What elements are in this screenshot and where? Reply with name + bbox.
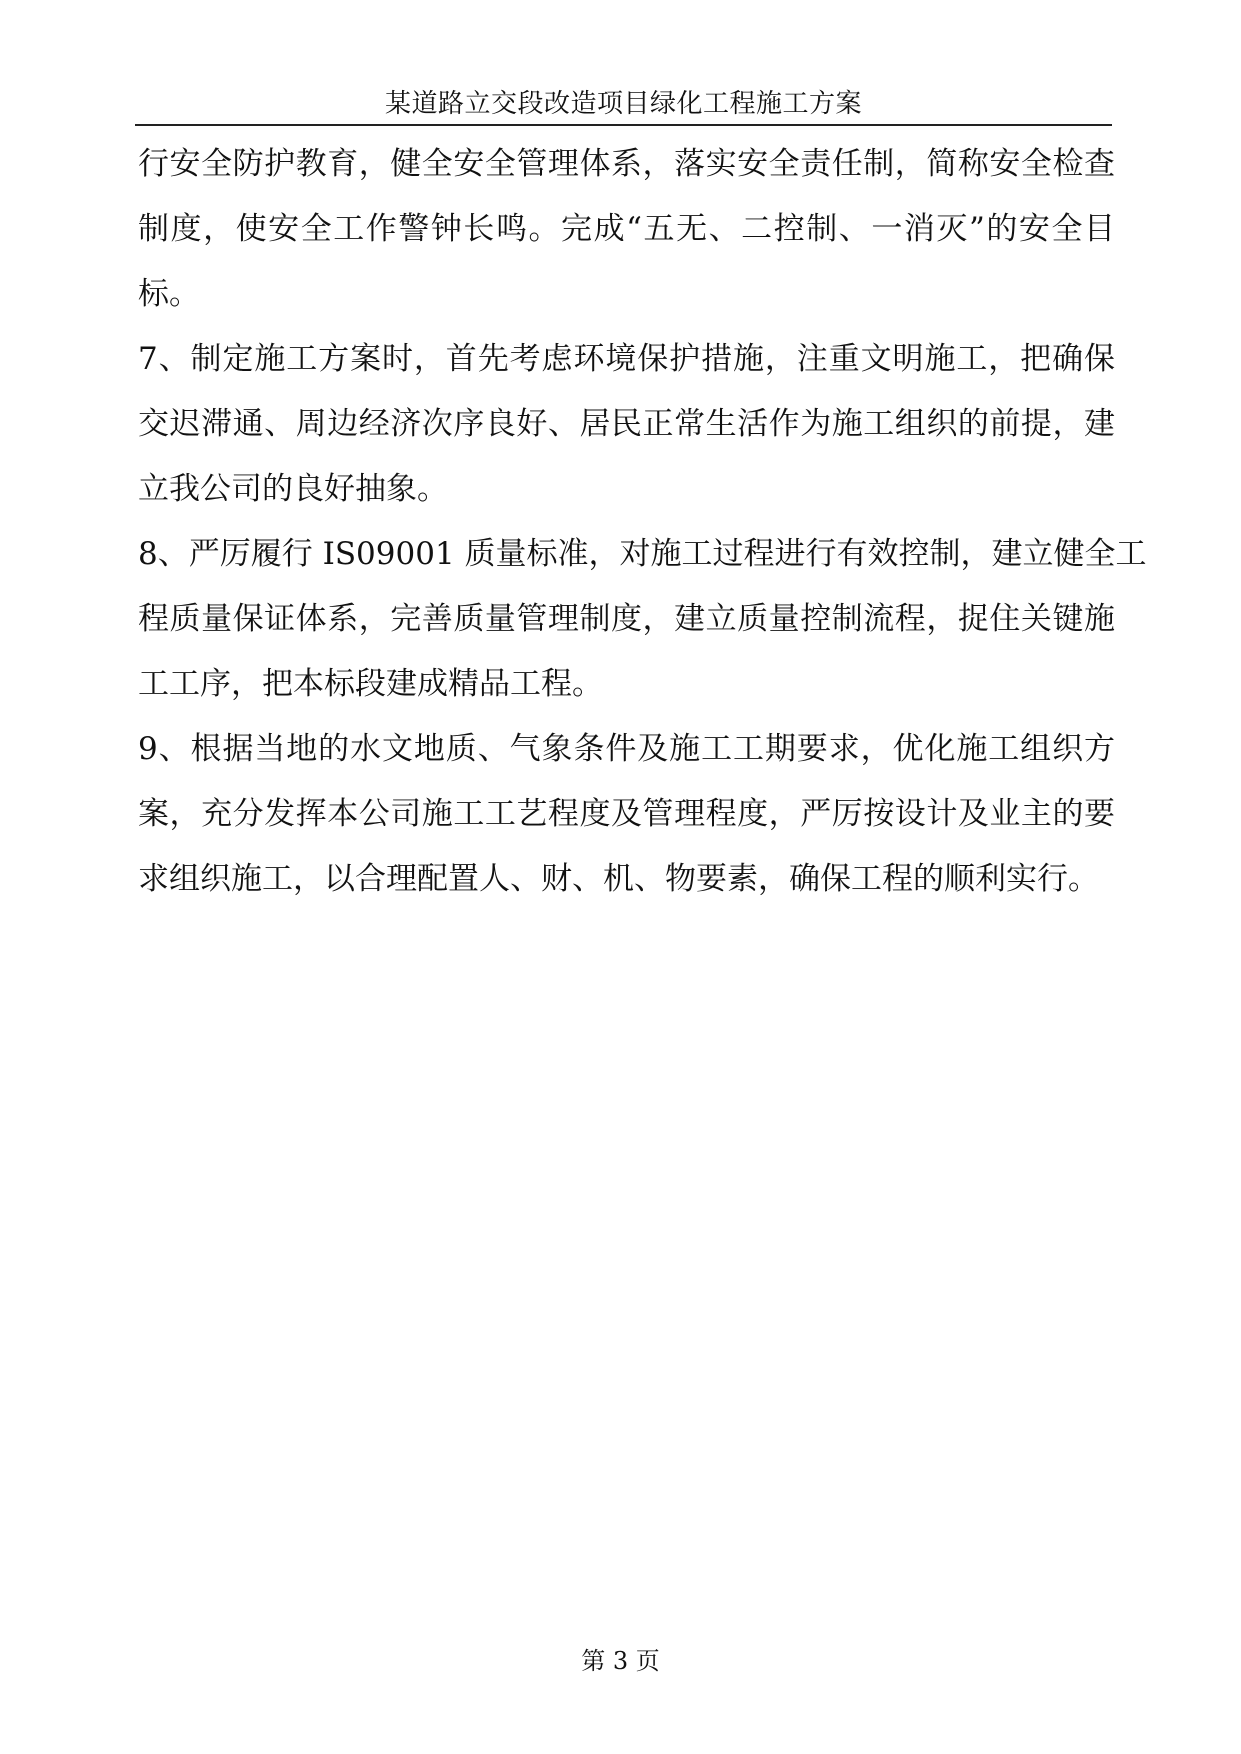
page-footer [0,1646,1241,1676]
text-line: 行安全防护教育，健全安全管理体系，落实安全责任制，简称安全检查 [138,146,1115,182]
text-line: 制度，使安全工作警钟长鸣。完成“五无、二控制、一消灭”的安全目 [138,211,1115,247]
page-number: 第 3 页 [581,1647,660,1675]
text-line: 9、根据当地的水文地质、气象条件及施工工期要求，优化施工组织方 [138,731,1115,767]
document-title: 某道路立交段改造项目绿化工程施工方案 [384,89,862,119]
text-line: 求组织施工，以合理配置人、财、机、物要素，确保工程的顺利实行。 [138,861,1099,897]
text-line: 7、制定施工方案时，首先考虑环境保护措施，注重文明施工，把确保 [138,341,1115,377]
text-line: 标。 [138,276,200,312]
text-line: 案，充分发挥本公司施工工艺程度及管理程度，严厉按设计及业主的要 [138,796,1115,832]
page-header [135,84,1112,126]
text-line: 工工序，把本标段建成精品工程。 [138,666,603,702]
text-line: 程质量保证体系，完善质量管理制度，建立质量控制流程，捉住关键施 [138,601,1115,637]
text-line: 交迟滞通、周边经济次序良好、居民正常生活作为施工组织的前提，建 [138,406,1115,442]
body-text [138,132,1147,912]
text-line: 立我公司的良好抽象。 [138,471,448,507]
text-line: 8、严厉履行 IS09001 质量标准，对施工过程进行有效控制，建立健全工 [138,536,1147,572]
